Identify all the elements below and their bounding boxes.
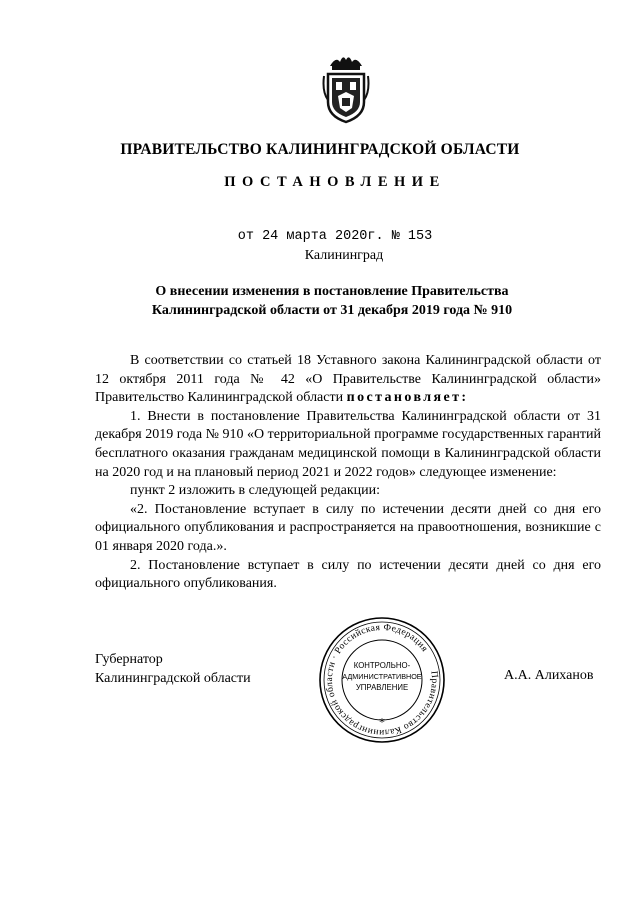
coat-of-arms-emblem bbox=[322, 52, 370, 124]
svg-text:КОНТРОЛЬНО-: КОНТРОЛЬНО- bbox=[353, 661, 411, 670]
document-subject bbox=[0, 282, 640, 320]
preamble-text: В соответствии со статьей 18 Уставного закона Калининградской области от 12 октября 2011 года № 42 «О Правительстве Калининградской области» Правительство Калининградской области bbox=[95, 353, 601, 406]
signatory-position bbox=[95, 650, 251, 688]
body-paragraph-item-2: 2. Постановление вступает в силу по истечении десяти дней со дня его официального опубликования. bbox=[95, 557, 601, 592]
organization-title: ПРАВИТЕЛЬСТВО КАЛИНИНГРАДСКОЙ ОБЛАСТИ bbox=[120, 141, 520, 158]
document-city: Калининград bbox=[304, 248, 384, 263]
body-paragraph-new-wording: «2. Постановление вступает в силу по истечении десяти дней со дня его официального опубликования и распространяется на правоотношения, возникшие с 01 января 2020 года.». bbox=[95, 501, 601, 554]
body-paragraph-item-1: 1. Внести в постановление Правительства Калининградской области от 31 декабря 2019 года № 910 «О территориальной программе государственных гарантий бесплатного оказания гражданам медицинской помощи в Калининградской области на 2020 год и на плановый период 2021 и 2022 годов» следующее изменение: bbox=[95, 408, 601, 480]
svg-text:Правительство Калининградской: Правительство Калининградской области · Российская Федерация bbox=[324, 622, 440, 738]
svg-text:*: * bbox=[379, 716, 385, 729]
document-body bbox=[95, 352, 601, 594]
subject-line-1: О внесении изменения в постановление Правительства bbox=[155, 284, 509, 299]
official-seal-stamp bbox=[316, 614, 448, 746]
svg-text:УПРАВЛЕНИЕ: УПРАВЛЕНИЕ bbox=[355, 683, 409, 692]
document-date-number: от 24 марта 2020г. № 153 bbox=[237, 229, 433, 244]
body-paragraph-instruction: пункт 2 изложить в следующей редакции: bbox=[130, 483, 380, 499]
position-line-2: Калининградской области bbox=[95, 671, 251, 686]
signatory-name: А.А. Алиханов bbox=[504, 668, 594, 683]
decree-word: постановляет: bbox=[346, 390, 469, 406]
svg-text:АДМИНИСТРАТИВНОЕ: АДМИНИСТРАТИВНОЕ bbox=[342, 672, 422, 681]
document-type: ПОСТАНОВЛЕНИЕ bbox=[224, 174, 446, 190]
subject-line-2: Калининградской области от 31 декабря 2019 года № 910 bbox=[151, 303, 513, 318]
body-paragraph-preamble bbox=[95, 352, 601, 408]
position-line-1: Губернатор bbox=[95, 652, 163, 667]
